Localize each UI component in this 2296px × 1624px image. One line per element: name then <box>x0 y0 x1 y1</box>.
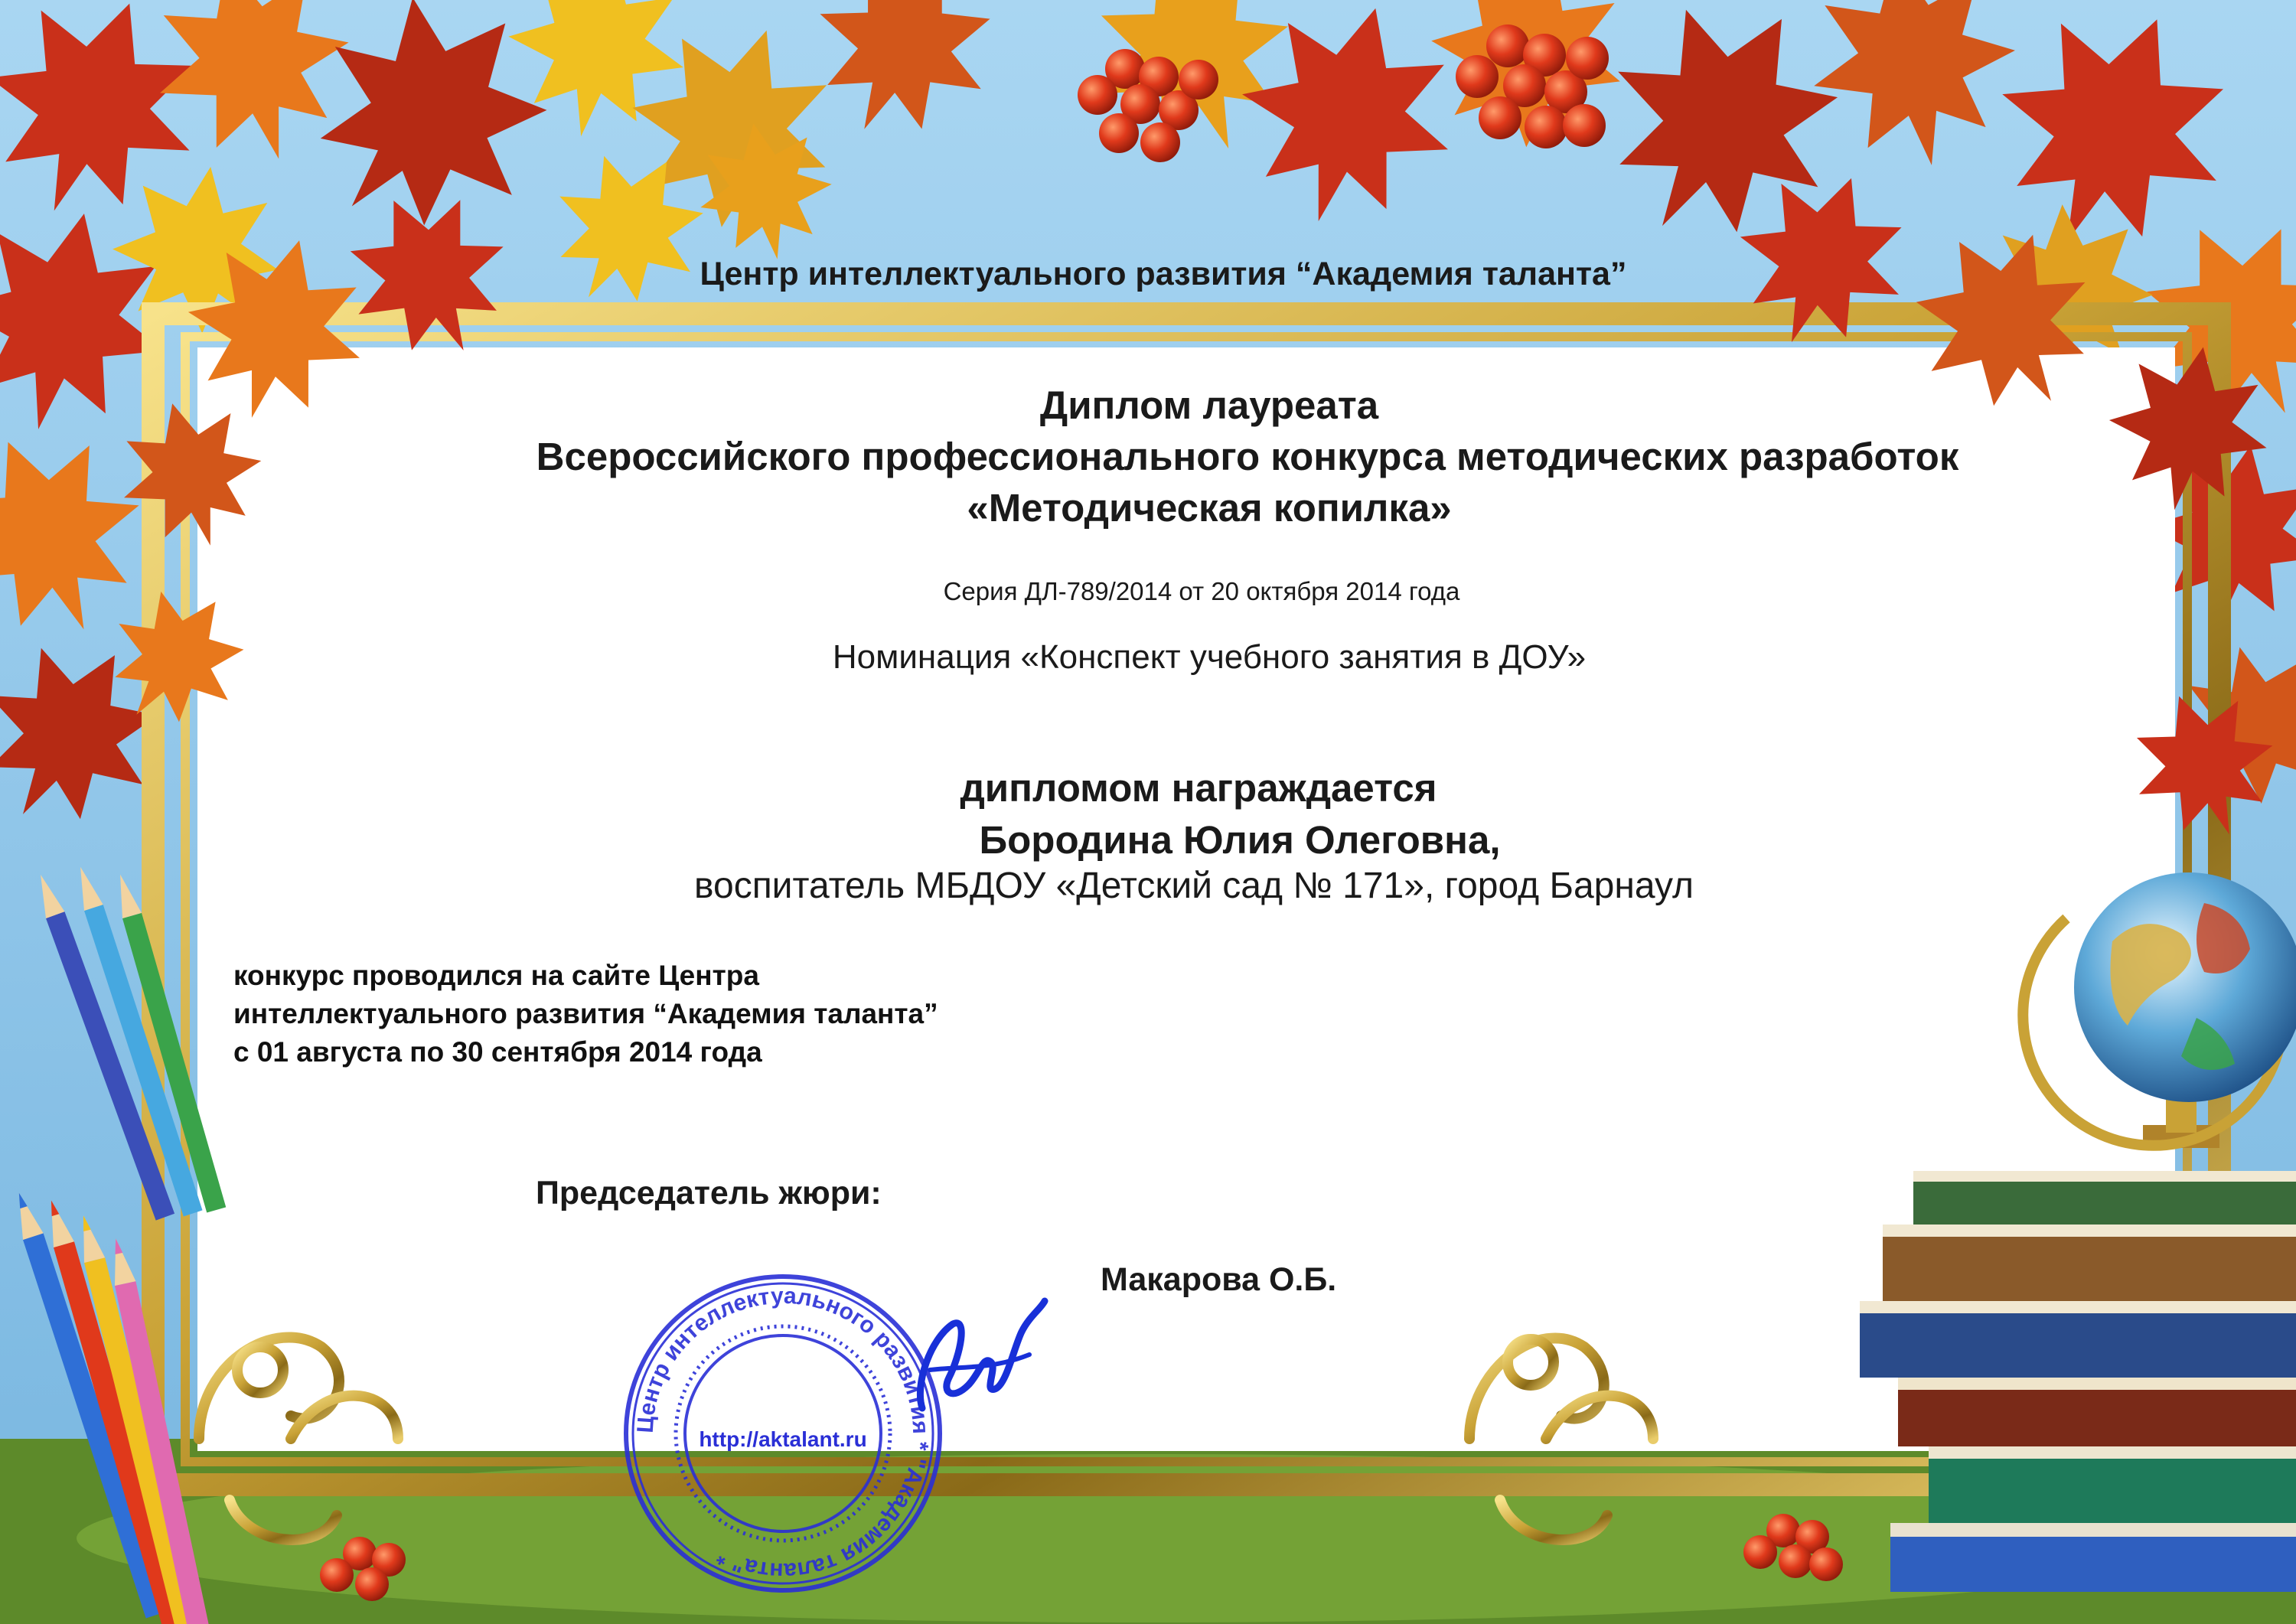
contest-info-line: с 01 августа по 30 сентября 2014 года <box>233 1036 762 1068</box>
recipient-position: воспитатель МБДОУ «Детский сад № 171», город Барнаул <box>694 866 1694 906</box>
recipient-name: Бородина Юлия Олеговна, <box>979 818 1501 862</box>
nomination: Номинация «Конспект учебного занятия в ДОУ» <box>832 638 1587 676</box>
series-number: Серия ДЛ-789/2014 от 20 октября 2014 года <box>943 577 1460 605</box>
signature-icon <box>907 1293 1060 1431</box>
stack-of-books-icon <box>1860 1171 2296 1592</box>
contest-info-line: интеллектуального развития “Академия таланта” <box>233 998 938 1029</box>
contest-title: «Методическая копилка» <box>967 486 1452 530</box>
contest-info-line: конкурс проводился на сайте Центра <box>233 960 759 991</box>
jury-chair-name: Макарова О.Б. <box>1101 1261 1337 1298</box>
stamp-ring-text: Центр интеллектуального развития * "Академия таланта" * <box>632 1283 934 1584</box>
organizer-name: Центр интеллектуального развития “Академия таланта” <box>700 256 1627 292</box>
official-stamp-icon <box>618 1269 947 1598</box>
stamp-url: http://aktalant.ru <box>699 1427 867 1451</box>
jury-chair-label: Председатель жюри: <box>536 1175 882 1211</box>
contest-info <box>233 957 1228 1071</box>
contest-name: Всероссийского профессионального конкурса методических разработок <box>536 435 1959 478</box>
diploma-title: Диплом лауреата <box>1039 383 1379 427</box>
awarded-text: дипломом награждается <box>960 766 1437 810</box>
